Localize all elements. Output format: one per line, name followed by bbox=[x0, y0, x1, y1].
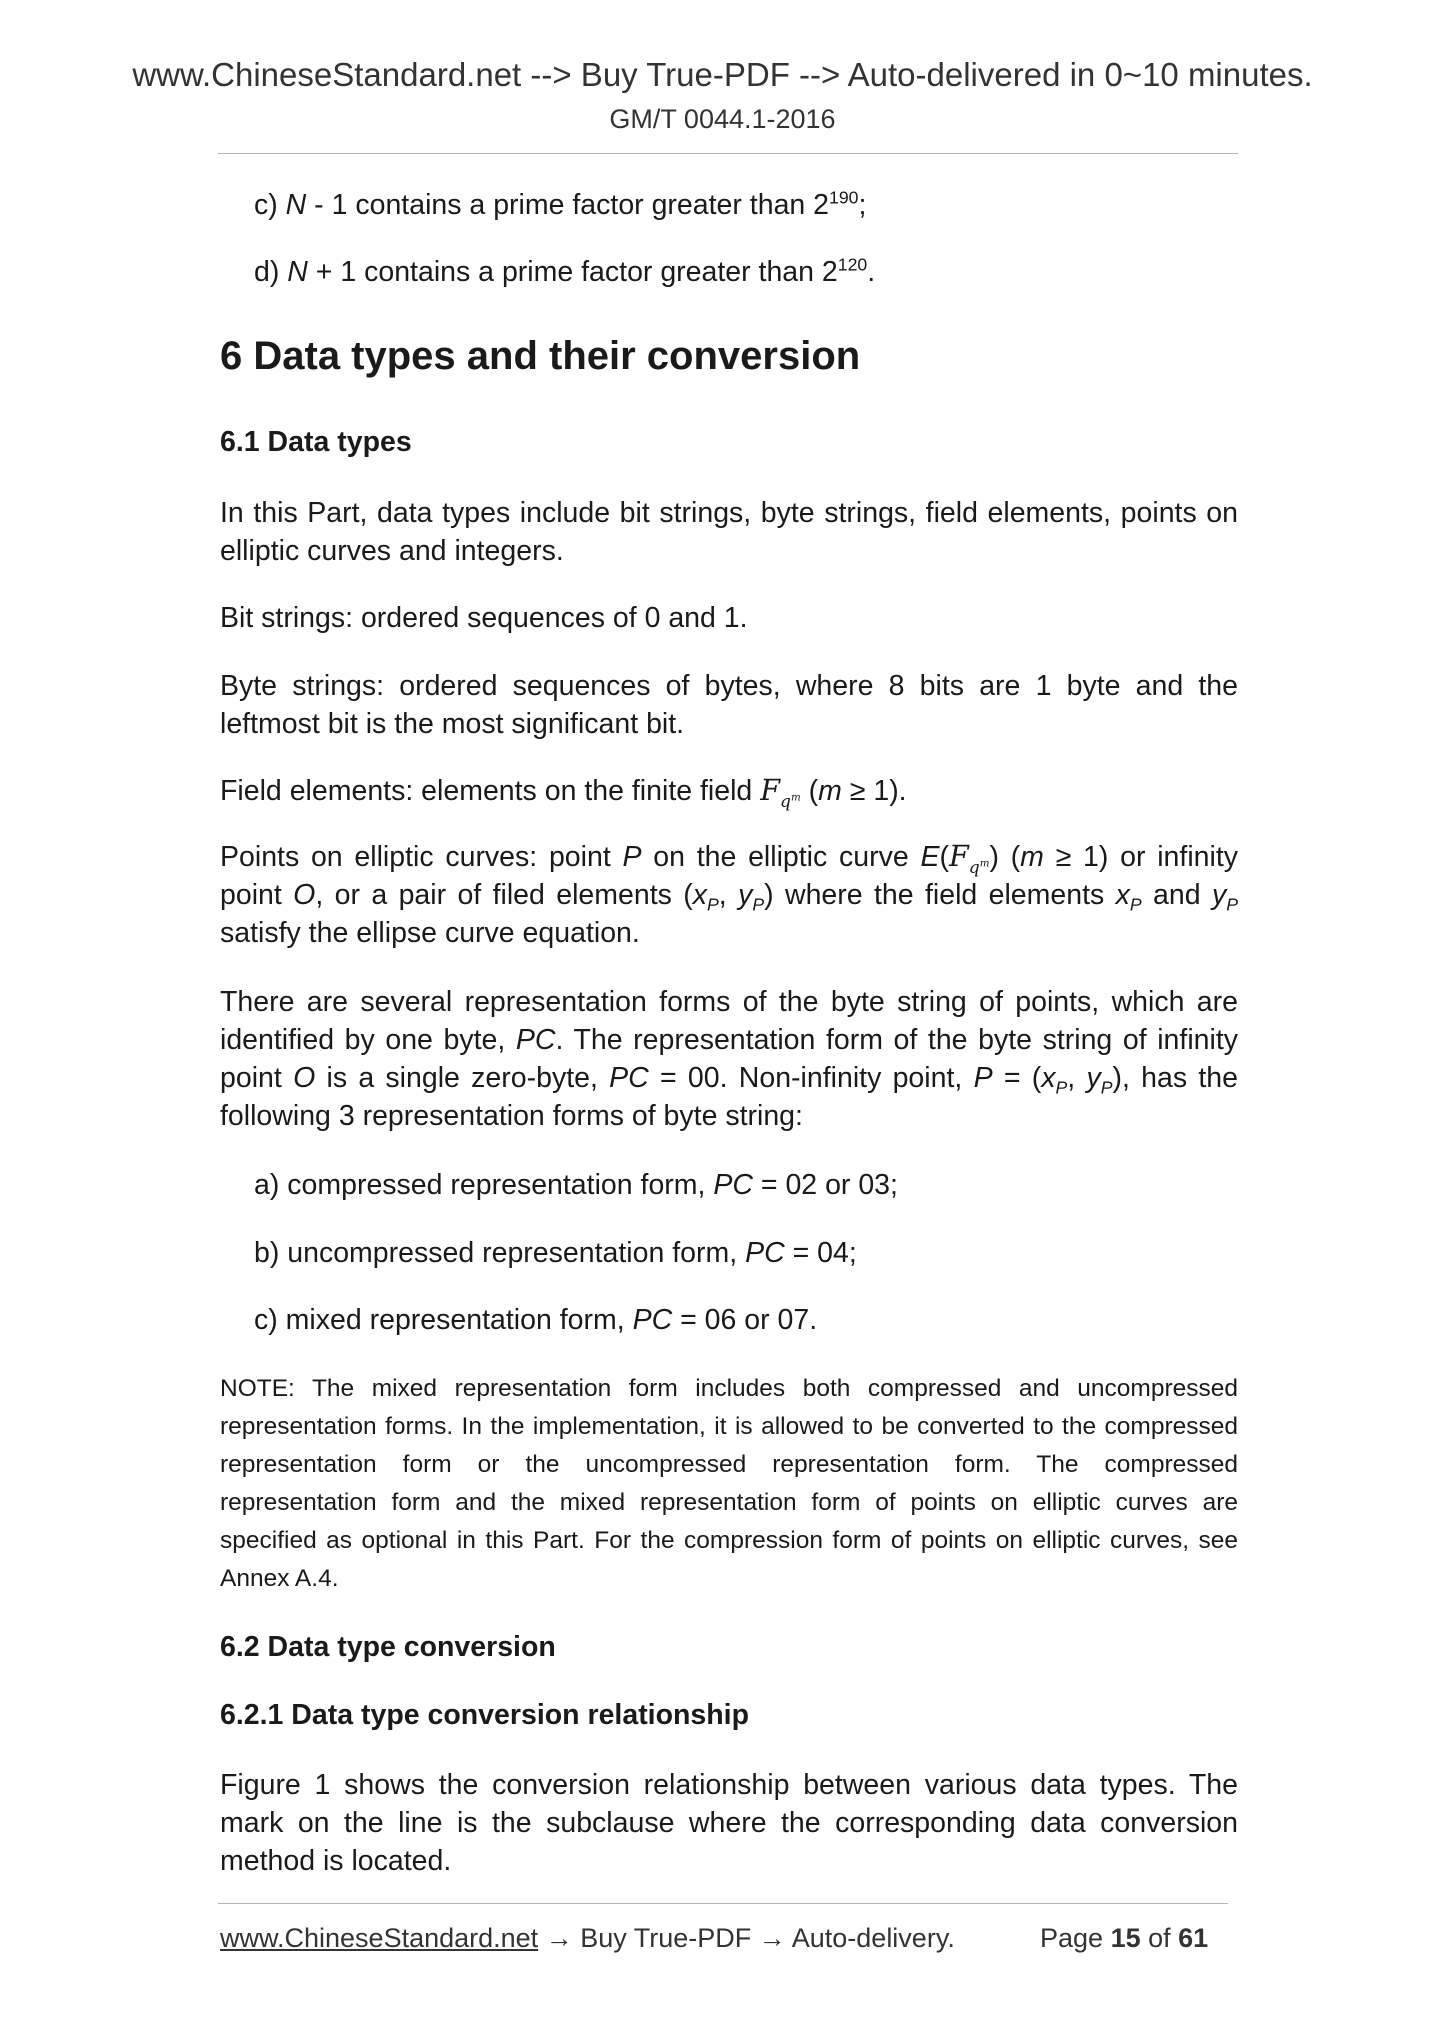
subscript-p: P bbox=[1055, 1077, 1068, 1098]
text: = 06 or 07. bbox=[672, 1304, 818, 1336]
page-of-label: of bbox=[1140, 1923, 1179, 1953]
byte-strings-paragraph: Byte strings: ordered sequences of bytes, where 8 bits are 1 byte and the leftmost bit is the most significant bit. bbox=[220, 670, 1238, 740]
var-p: P bbox=[973, 1062, 993, 1094]
finite-field-symbol bbox=[760, 774, 801, 812]
bit-strings-paragraph: Bit strings: ordered sequences of 0 and 1. bbox=[220, 602, 748, 634]
finite-field-symbol bbox=[948, 840, 990, 878]
var-m: m bbox=[1020, 841, 1044, 873]
text: ( bbox=[800, 775, 819, 807]
text: ( bbox=[939, 841, 949, 873]
item-text: + 1 contains a prime factor greater than 2 bbox=[307, 256, 838, 288]
subscript-p: P bbox=[1226, 894, 1238, 915]
text: ), has the following 3 representation forms of byte string: bbox=[220, 1062, 1238, 1132]
math-f: F bbox=[760, 774, 780, 807]
var-y: y bbox=[1211, 879, 1227, 911]
text: on the elliptic curve bbox=[641, 841, 921, 873]
exponent: 120 bbox=[837, 254, 868, 275]
page-label: Page bbox=[1040, 1923, 1111, 1953]
subscript-p: P bbox=[1129, 894, 1142, 915]
item-text: - 1 contains a prime factor greater than 2 bbox=[306, 189, 830, 221]
text: satisfy the ellipse curve equation. bbox=[220, 917, 640, 949]
var-n: N bbox=[287, 256, 308, 288]
representation-paragraph bbox=[220, 983, 1238, 1135]
text: b) uncompressed representation form, bbox=[254, 1237, 746, 1269]
var-x: x bbox=[1115, 879, 1130, 911]
list-item-d bbox=[254, 253, 875, 291]
text: is a single zero-byte, bbox=[315, 1062, 610, 1094]
form-item-a bbox=[254, 1166, 898, 1204]
var-e: E bbox=[920, 841, 940, 873]
section-6-1-heading: 6.1 Data types bbox=[220, 426, 412, 458]
data-types-intro: In this Part, data types include bit strings, byte strings, field elements, points on elliptic curves and integers. bbox=[220, 497, 1238, 567]
header-standard-number: GM/T 0044.1-2016 bbox=[609, 104, 836, 134]
page-total: 61 bbox=[1178, 1923, 1209, 1953]
math-f: F bbox=[948, 840, 969, 873]
item-label: c) bbox=[254, 189, 286, 221]
footer-left bbox=[220, 1923, 955, 1954]
math-q: q bbox=[780, 791, 791, 812]
footer-divider bbox=[218, 1903, 1228, 1904]
text: Field elements: elements on the finite field bbox=[220, 775, 761, 807]
text: and bbox=[1141, 879, 1212, 911]
text: , bbox=[718, 879, 739, 911]
points-paragraph bbox=[220, 838, 1238, 952]
var-pc: PC bbox=[713, 1169, 753, 1201]
text: ≥ 1) or infinity point bbox=[220, 841, 1239, 911]
form-item-b bbox=[254, 1234, 857, 1272]
conversion-paragraph: Figure 1 shows the conversion relationship between various data types. The mark on the line is the subclause where the corresponding data conversion method is located. bbox=[220, 1769, 1238, 1877]
field-elements-paragraph bbox=[220, 772, 1238, 810]
text: = 02 or 03; bbox=[752, 1169, 898, 1201]
section-6-2-heading: 6.2 Data type conversion bbox=[220, 1631, 556, 1663]
footer-text: → Buy True-PDF → Auto-delivery. bbox=[538, 1923, 955, 1953]
subscript-p: P bbox=[707, 894, 719, 915]
subscript-p: P bbox=[1100, 1077, 1113, 1098]
list-item-c bbox=[254, 186, 866, 224]
text: ) where the field elements bbox=[764, 879, 1116, 911]
var-x: x bbox=[1041, 1062, 1056, 1094]
var-p: P bbox=[622, 841, 642, 873]
var-m: m bbox=[818, 775, 842, 807]
math-m: m bbox=[979, 857, 990, 869]
text: = 04; bbox=[784, 1237, 857, 1269]
var-o: O bbox=[293, 879, 316, 911]
var-o: O bbox=[293, 1062, 316, 1094]
item-label: d) bbox=[254, 256, 288, 288]
text: a) compressed representation form, bbox=[254, 1169, 714, 1201]
footer-site-link[interactable]: www.ChineseStandard.net bbox=[220, 1923, 539, 1953]
item-end: ; bbox=[858, 189, 867, 221]
var-x: x bbox=[692, 879, 708, 911]
var-y: y bbox=[738, 879, 753, 911]
var-pc: PC bbox=[515, 1024, 556, 1056]
text: . The representation form of the byte string of infinity point bbox=[220, 1024, 1238, 1094]
exponent: 190 bbox=[829, 187, 859, 208]
math-q: q bbox=[968, 857, 980, 878]
item-end: . bbox=[867, 256, 876, 288]
text: c) mixed representation form, bbox=[254, 1304, 633, 1336]
math-m: m bbox=[790, 791, 801, 803]
var-pc: PC bbox=[632, 1304, 673, 1336]
text: , or a pair of filed elements ( bbox=[315, 879, 693, 911]
note-paragraph: NOTE: The mixed representation form includes both compressed and uncompressed representation forms. In the implementation, it is allowed to be converted to the compressed representation form or the uncompressed representation form. The compressed representation form and the mixed representation form of points on elliptic curves are specified as optional in this Part. For the compression form of points on elliptic curves, see Annex A.4. bbox=[220, 1375, 1238, 1592]
var-pc: PC bbox=[609, 1062, 649, 1094]
var-y: y bbox=[1086, 1062, 1101, 1094]
text: = 00. Non-infinity point, bbox=[648, 1062, 974, 1094]
section-6-2-1-heading: 6.2.1 Data type conversion relationship bbox=[220, 1699, 750, 1731]
var-pc: PC bbox=[745, 1237, 785, 1269]
text: , bbox=[1067, 1062, 1087, 1094]
section-6-heading: 6 Data types and their conversion bbox=[220, 334, 861, 378]
text: ≥ 1). bbox=[841, 775, 907, 807]
text: ) ( bbox=[989, 841, 1021, 873]
text: Points on elliptic curves: point bbox=[220, 841, 623, 873]
subscript-p: P bbox=[752, 894, 765, 915]
text: = ( bbox=[992, 1062, 1042, 1094]
page-current: 15 bbox=[1110, 1923, 1141, 1953]
header-divider bbox=[218, 153, 1238, 154]
text: There are several representation forms of the byte string of points, which are identified by one byte, bbox=[220, 986, 1238, 1056]
page-number bbox=[1040, 1923, 1208, 1954]
form-item-c bbox=[254, 1301, 817, 1339]
header-banner: www.ChineseStandard.net --> Buy True-PDF --> Auto-delivered in 0~10 minutes. bbox=[132, 56, 1313, 93]
var-n: N bbox=[285, 189, 307, 221]
